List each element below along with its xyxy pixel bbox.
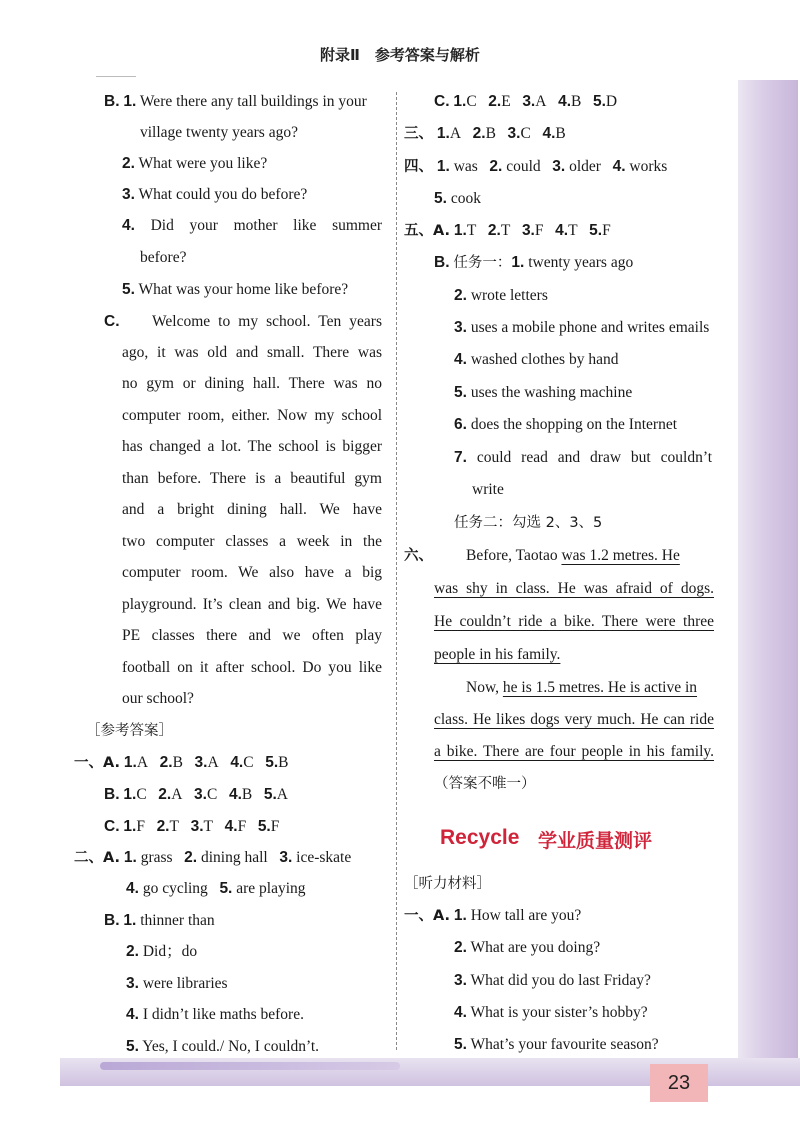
s6-line-p2: Now, he is 1.5 metres. He is active in (466, 679, 698, 696)
s6-line: people in his family. (434, 646, 561, 663)
s6-note: （答案不唯一） (434, 776, 536, 792)
task1-item-4: 4. washed clothes by hand (454, 351, 619, 368)
answer-row-1b: B. 1.C 2.A 3.C 4.B 5.A (104, 786, 288, 803)
left-b-item-2: 2. What were you like? (122, 155, 268, 172)
left-b-item-1-cont: village twenty years ago? (140, 124, 298, 141)
answer-row-2b-5: 5. Yes, I could./ No, I couldn’t. (126, 1038, 320, 1055)
c-paragraph-line: playground. It’s clean and big. We have (122, 596, 382, 613)
answer-row-2b-1: B. 1. thinner than (104, 912, 215, 929)
page-edge-decoration (738, 80, 798, 1080)
task1-item-3: 3. uses a mobile phone and writes emails (454, 319, 710, 336)
s6-line: was shy in class. He was afraid of dogs. (434, 580, 714, 597)
answer-row-4-cont: 5. cook (434, 190, 481, 207)
task1-item-6: 6. does the shopping on the Internet (454, 416, 678, 433)
c-paragraph-line: ago, it was old and small. There was (122, 344, 382, 361)
listening-item-2: 2. What are you doing? (454, 939, 601, 956)
c-paragraph-line: than before. There is a beautiful gym (122, 470, 382, 487)
page-number: 23 (650, 1064, 708, 1102)
reference-answers-title: ［参考答案］ (86, 723, 173, 739)
answer-row-4: 四、 1. was 2. could 3. older 4. works (404, 158, 668, 175)
assessment-heading: 学业质量测评 (538, 830, 653, 852)
task1-item-7: 7. could read and draw but couldn’t (454, 449, 713, 466)
left-b-item-5: 5. What was your home like before? (122, 281, 349, 298)
task1-item-2: 2. wrote letters (454, 287, 548, 304)
left-b-item-4: 4. Did your mother like summer (122, 217, 383, 234)
s6-line: class. He likes dogs very much. He can ride (434, 711, 714, 728)
c-paragraph-line: computer room. We also have a big (122, 564, 382, 581)
answer-row-1c: C. 1.F 2.T 3.T 4.F 5.F (104, 818, 280, 835)
c-paragraph-line: and a bright dining hall. We have (122, 501, 382, 518)
answer-row-2b-3: 3. were libraries (126, 975, 228, 992)
c-paragraph-line: has changed a lot. The school is bigger (122, 438, 382, 455)
left-b-item-4-cont: before? (140, 249, 187, 266)
task1-item-7-cont: write (472, 481, 504, 498)
c-paragraph-line: PE classes there and we often play (122, 627, 382, 644)
c-paragraph-line: our school? (122, 690, 194, 707)
task1-item-1: B. 任务一：1. twenty years ago (434, 254, 634, 271)
s6-line: He couldn’t ride a bike. There were three (434, 613, 714, 630)
recycle-heading: Recycle (440, 826, 520, 849)
task1-item-5: 5. uses the washing machine (454, 384, 633, 401)
answer-row-3: 三、 1.A 2.B 3.C 4.B (404, 125, 566, 142)
s6-line: a bike. There are four people in his family. (434, 743, 714, 760)
column-divider (396, 92, 397, 1050)
answer-row-2b-2: 2. Did；do (126, 943, 198, 960)
answer-row-5a: 五、A. 1.T 2.T 3.F 4.T 5.F (404, 222, 611, 239)
s6-line-1: Before, Taotao was 1.2 metres. He (466, 547, 680, 564)
header-rule (96, 76, 136, 77)
task2: 任务二：勾选 2、3、5 (454, 515, 603, 531)
section-6-label: 六、 (404, 548, 433, 564)
answer-row-1a: 一、A. 1.A 2.B 3.A 4.C 5.B (74, 754, 289, 771)
c-paragraph-line: Welcome to my school. Ten years (152, 313, 382, 330)
answer-row-2a-cont: 4. go cycling 5. are playing (126, 880, 306, 897)
listening-item-5: 5. What’s your favourite season? (454, 1036, 659, 1053)
left-c-label: C. (104, 313, 120, 330)
left-b-item-3: 3. What could you do before? (122, 186, 308, 203)
listening-item-4: 4. What is your sister’s hobby? (454, 1004, 648, 1021)
answer-row-2a: 二、A. 1. grass 2. dining hall 3. ice-skate (74, 849, 352, 866)
c-paragraph-line: football on it after school. Do you like (122, 659, 382, 676)
answer-row-2b-4: 4. I didn’t like maths before. (126, 1006, 304, 1023)
c-paragraph-line: two computer classes a week in the (122, 533, 382, 550)
listening-item-1: 一、A. 1. How tall are you? (404, 907, 582, 924)
listening-material-title: ［听力材料］ (404, 876, 491, 892)
page-header: 附录Ⅱ 参考答案与解析 (320, 46, 480, 64)
listening-item-3: 3. What did you do last Friday? (454, 972, 651, 989)
c-paragraph-line: computer room, either. Now my school (122, 407, 382, 424)
answer-row-c: C. 1.C 2.E 3.A 4.B 5.D (434, 93, 618, 110)
c-paragraph-line: no gym or dining hall. There was no (122, 375, 382, 392)
page-bottom-stripe (100, 1062, 400, 1070)
left-b-item-1: B. 1. Were there any tall buildings in your (104, 93, 367, 110)
